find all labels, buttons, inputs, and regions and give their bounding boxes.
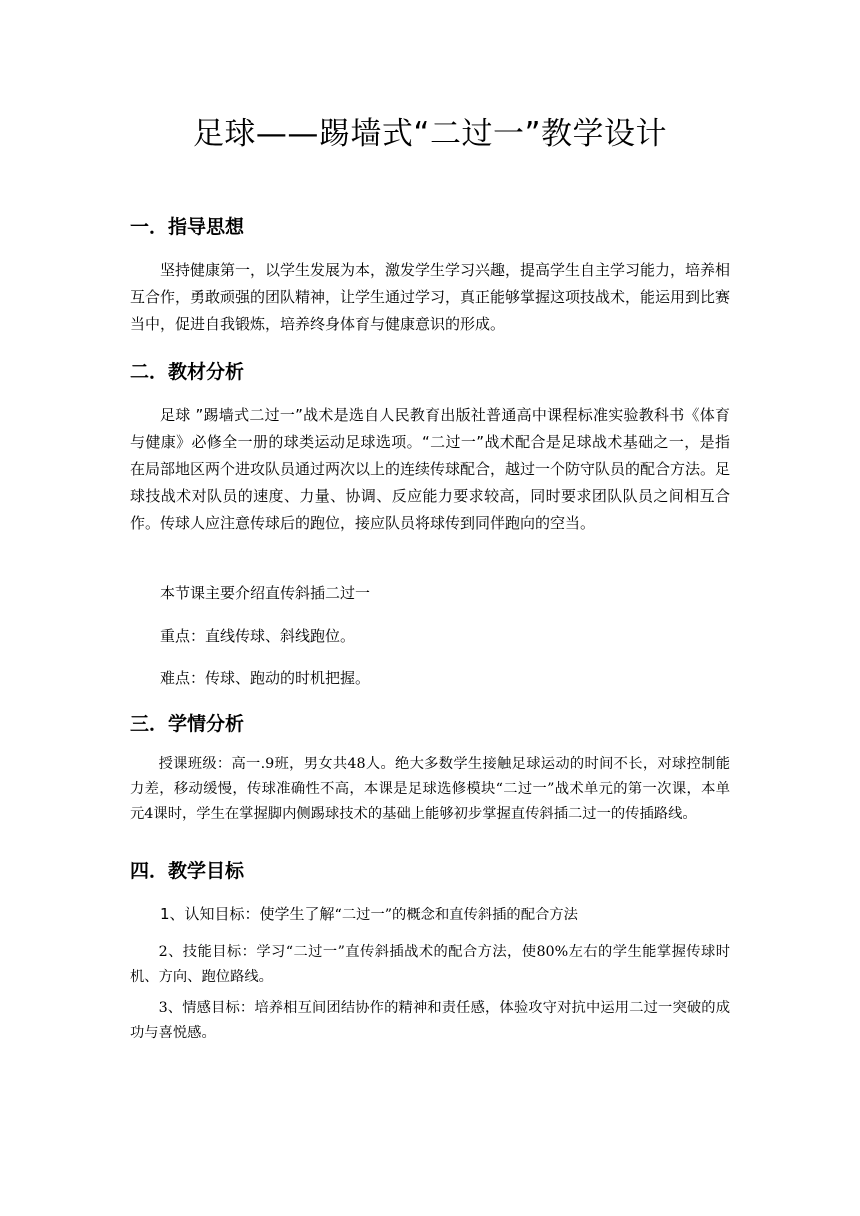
section-heading-guiding-ideology: 一．指导思想 — [130, 216, 245, 238]
key-point-line: 重点：直线传球、斜线跑位。 — [160, 627, 356, 645]
difficulty-line: 难点：传球、跑动的时机把握。 — [160, 669, 371, 687]
affective-goal-paragraph: 3、情感目标：培养相互间团结协作的精神和责任感，体验攻守对抗中运用二过一突破的成功与喜悦感。 — [130, 1000, 730, 1041]
cognitive-goal-prefix: 1、认知目标：使学生了解 — [160, 905, 335, 923]
section-paragraph-student-analysis: 授课班级：高一.9班，男女共48人。绝大多数学生接触足球运动的时间不长，对球控制能力差，移动缓慢，传球准确性不高，本课是足球选修模块“二过一”战术单元的第一次课，本单元4课时，学生在掌握脚内侧踢球技术的基础上能够初步掌握直传斜插二过一的传插路线。 — [130, 756, 730, 822]
lesson-intro-line: 本节课主要介绍直传斜插二过一 — [160, 584, 371, 602]
section-heading-student-analysis: 三．学情分析 — [130, 713, 245, 735]
document-title: 足球——踢墙式“二过一”教学设计 — [192, 116, 668, 152]
section-paragraph-material-analysis: 足球 ”踢墙式二过一”战术是选自人民教育出版社普通高中课程标准实验教科书《体育与健康》必修全一册的球类运动足球选项。“二过一”战术配合是足球战术基础之一，是指在局部地区两个进攻队员通过两次以上的连续传球配合，越过一个防守队员的配合方法。足球技战术对队员的速度、力量、协调、反应能力要求较高，同时要求团队队员之间相互合作。传球人应注意传球后的跑位，接应队员将球传到同伴跑向的空当。 — [130, 406, 731, 532]
cognitive-goal-line — [130, 901, 730, 929]
skill-goal-paragraph: 2、技能目标：学习“二过一”直传斜插战术的配合方法，使80%左右的学生能掌握传球时机、方向、跑位路线。 — [130, 944, 730, 985]
section-heading-teaching-goals: 四．教学目标 — [130, 860, 245, 882]
cognitive-goal-suffix: “二过一”的概念和直传斜插的配合方法 — [334, 907, 578, 923]
section-heading-material-analysis: 二．教材分析 — [130, 361, 245, 383]
section-paragraph-guiding-ideology: 坚持健康第一，以学生发展为本，激发学生学习兴趣，提高学生自主学习能力，培养相互合作，勇敢顽强的团队精神，让学生通过学习，真正能够掌握这项技战术，能运用到比赛当中，促进自我锻炼，培养终身体育与健康意识的形成。 — [130, 261, 731, 333]
